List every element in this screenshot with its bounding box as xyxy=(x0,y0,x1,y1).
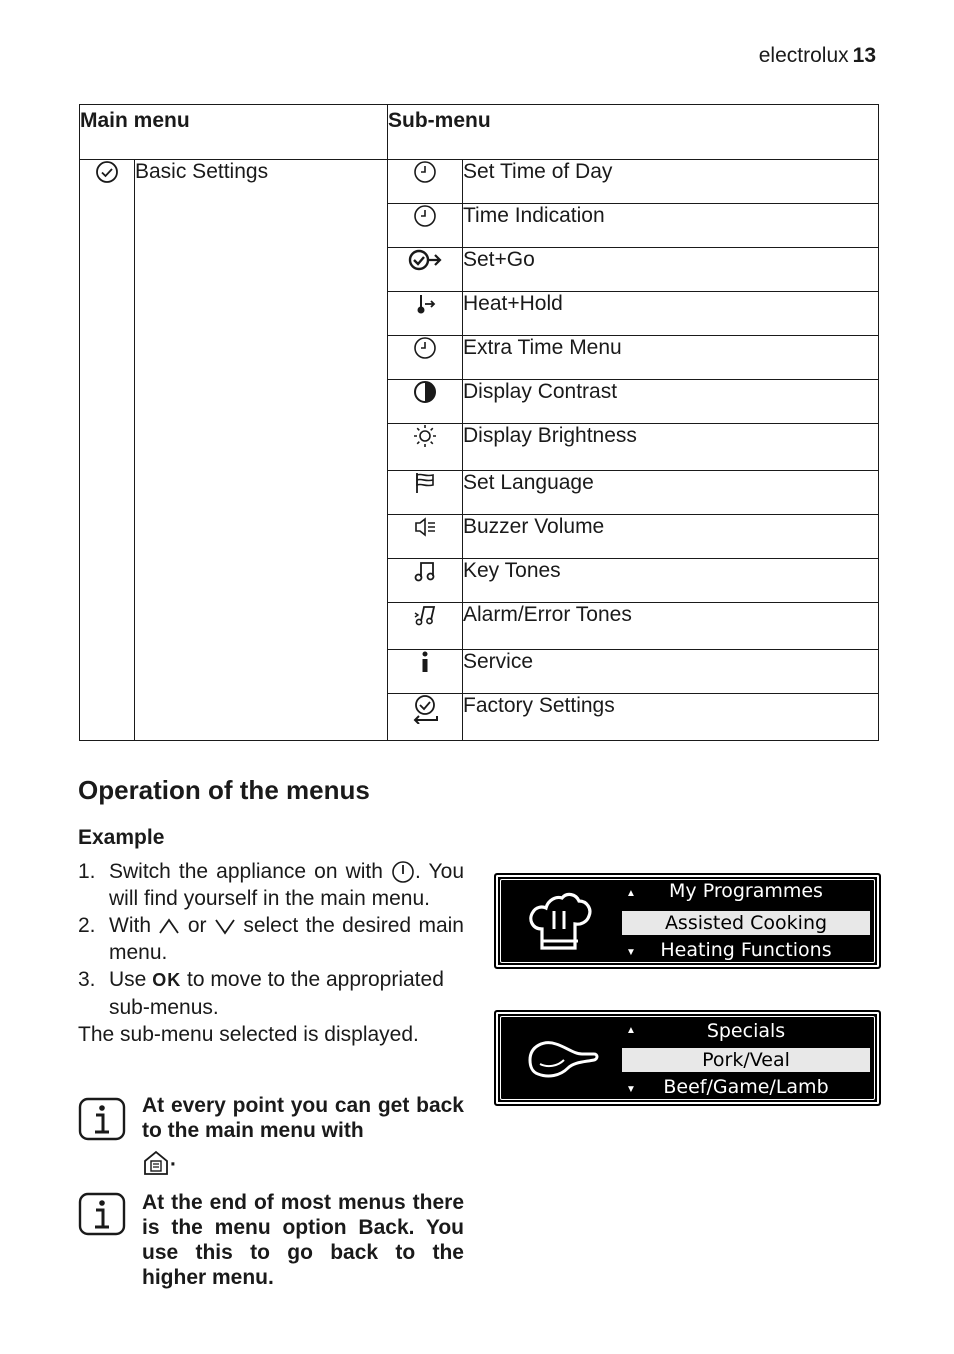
info-note: At the end of most menus there is the menu option Back. You use this to go back to the higher menu. xyxy=(78,1190,464,1290)
main-menu-icon-cell xyxy=(80,160,135,741)
steps-list xyxy=(78,858,464,1048)
up-chevron-icon xyxy=(158,917,180,935)
lcd-display xyxy=(494,1010,881,1106)
scroll-down-icon: ▼ xyxy=(626,1084,636,1095)
home-menu-icon xyxy=(142,1149,170,1177)
info-box-icon xyxy=(78,1190,126,1238)
example-title: Example xyxy=(78,826,165,849)
menu-table xyxy=(79,104,879,741)
sub-menu-header: Sub-menu xyxy=(388,105,879,160)
thermometer-arrow-icon xyxy=(413,292,437,316)
lcd-menu-row: Specials xyxy=(706,1020,786,1042)
sub-menu-item: Display Contrast xyxy=(463,380,879,424)
sub-menu-item: Factory Settings xyxy=(463,694,879,741)
sub-menu-item: Time Indication xyxy=(463,204,879,248)
page-number: 13 xyxy=(852,44,876,67)
list-item: 2. With or select the desired main menu. xyxy=(78,914,464,964)
page-header xyxy=(759,44,876,68)
clock-icon xyxy=(413,160,437,184)
ok-key-label: OK xyxy=(152,970,182,990)
power-icon xyxy=(391,860,415,884)
chef-hat-icon xyxy=(526,889,592,953)
clock-icon xyxy=(413,204,437,228)
check-circle-icon xyxy=(95,160,119,184)
after-steps-text: The sub-menu selected is displayed. xyxy=(78,1023,419,1046)
main-menu-label: Basic Settings xyxy=(135,160,388,741)
speaker-icon xyxy=(413,515,437,539)
lcd-menu-row-selected: Assisted Cooking xyxy=(622,911,870,935)
half-circle-icon xyxy=(413,380,437,404)
brand-name: electrolux xyxy=(758,44,849,67)
lcd-menu-row: My Programmes xyxy=(669,880,823,902)
info-icon xyxy=(413,650,437,674)
sun-icon xyxy=(413,424,437,448)
sub-menu-item: Extra Time Menu xyxy=(463,336,879,380)
sub-menu-item: Heat+Hold xyxy=(463,292,879,336)
set-go-icon xyxy=(408,248,442,272)
info-note: At every point you can get back to the main menu with . xyxy=(78,1093,464,1177)
sub-menu-item: Display Brightness xyxy=(463,424,879,471)
lcd-display xyxy=(494,873,881,969)
list-item: 1. Switch the appliance on with . You will find yourself in the main menu. xyxy=(78,860,464,910)
sub-menu-item: Set+Go xyxy=(463,248,879,292)
clock-icon xyxy=(413,336,437,360)
list-item: 3. Use OK to move to the appropriated sub-menus. xyxy=(78,968,444,1019)
info-box-icon xyxy=(78,1093,126,1141)
sub-menu-item: Set Language xyxy=(463,471,879,515)
section-title: Operation of the menus xyxy=(78,775,370,805)
main-menu-header: Main menu xyxy=(80,105,388,160)
sub-menu-item: Service xyxy=(463,650,879,694)
sub-menu-item: Alarm/Error Tones xyxy=(463,603,879,650)
flag-icon xyxy=(413,471,437,495)
down-chevron-icon xyxy=(214,917,236,935)
scroll-up-icon: ▲ xyxy=(626,1025,636,1036)
sub-menu-item: Key Tones xyxy=(463,559,879,603)
sub-menu-item: Buzzer Volume xyxy=(463,515,879,559)
sub-menu-item: Set Time of Day xyxy=(463,160,879,204)
music-note-icon xyxy=(413,559,437,583)
factory-reset-icon xyxy=(410,694,440,724)
scroll-down-icon: ▼ xyxy=(626,947,636,958)
meat-icon xyxy=(526,1032,600,1082)
lcd-menu-row: Beef/Game/Lamb xyxy=(663,1076,829,1098)
alarm-note-icon xyxy=(413,603,437,627)
lcd-menu-row: Heating Functions xyxy=(660,939,832,961)
lcd-menu-row-selected: Pork/Veal xyxy=(622,1048,870,1072)
scroll-up-icon: ▲ xyxy=(626,888,636,899)
